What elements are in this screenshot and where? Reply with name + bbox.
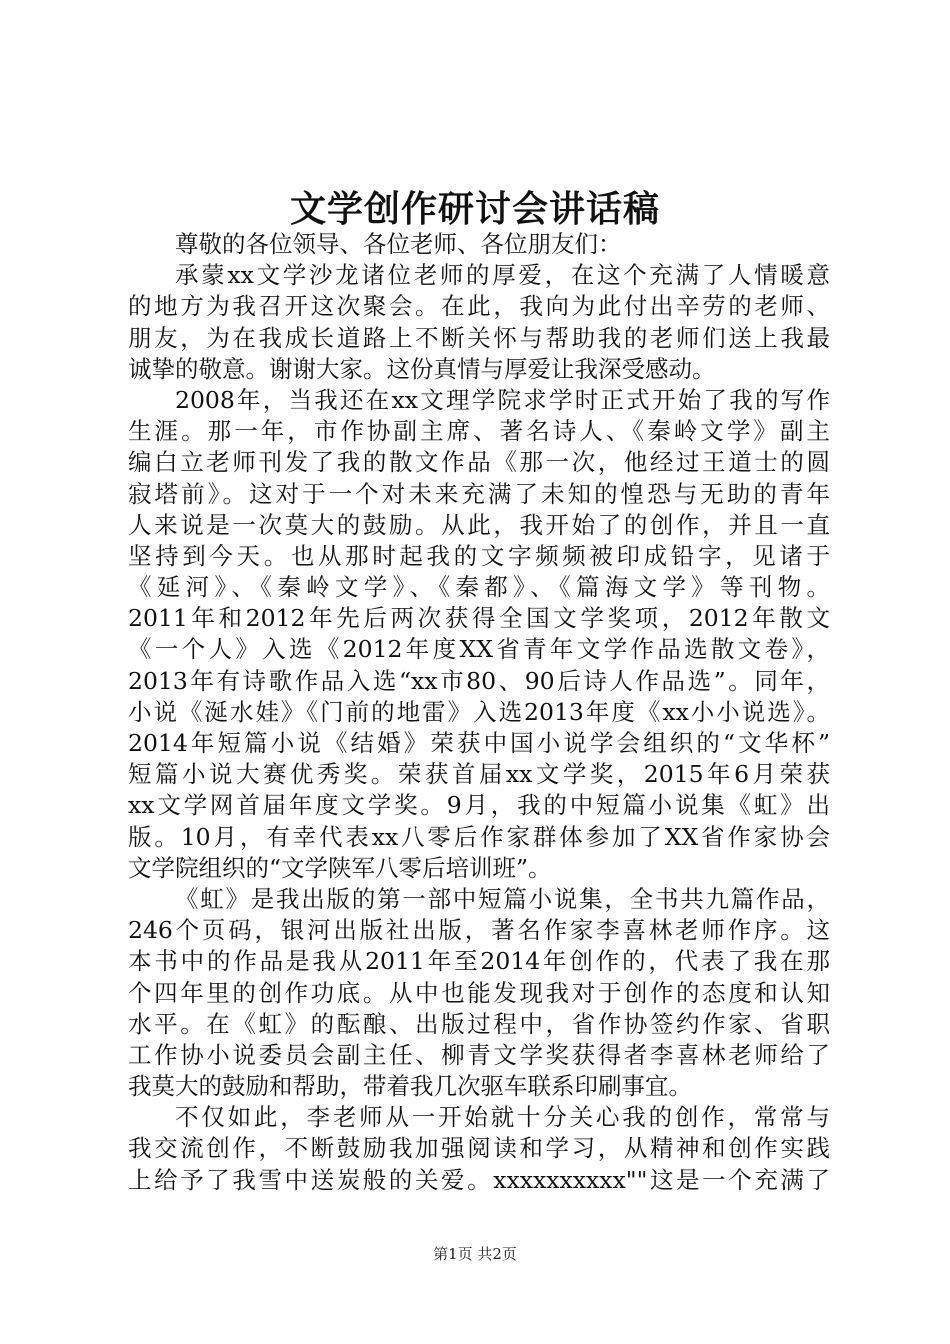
body-text-line: 文学院组织的“文学陕军八零后培训班”。 — [128, 853, 552, 882]
body-text-line: 的地方为我召开这次聚会。在此，我向为此付出辛劳的老师、 — [128, 292, 830, 321]
document-body — [128, 229, 830, 1196]
body-text-line: 《延河》、《秦岭文学》、《秦都》、《篇海文学》等刊物。 — [128, 573, 830, 602]
body-text-line: 《一个人》入选《2012年度XX省青年文学作品选散文卷》， — [128, 635, 830, 664]
page-footer: 第1页 共2页 — [433, 1245, 517, 1263]
body-text-line: 《虹》是我出版的第一部中短篇小说集，全书共九篇作品， — [175, 884, 830, 913]
body-text-line: 版。10月，有幸代表xx八零后作家群体参加了XX省作家协会 — [128, 822, 830, 851]
body-text-line: 生涯。那一年，市作协副主席、著名诗人、《秦岭文学》副主 — [128, 417, 830, 446]
body-text-line: 工作协小说委员会副主任、柳青文学奖获得者李喜林老师给了 — [128, 1040, 830, 1069]
body-text-line: 我交流创作，不断鼓励我加强阅读和学习，从精神和创作实践 — [128, 1134, 830, 1163]
body-text-line: xx文学网首届年度文学奖。9月，我的中短篇小说集《虹》出 — [128, 791, 830, 820]
body-text-line: 2013年有诗歌作品入选“xx市80、90后诗人作品选”。同年， — [128, 666, 830, 695]
body-text-line: 水平。在《虹》的酝酿、出版过程中，省作协签约作家、省职 — [128, 1009, 830, 1038]
body-text-line: 2008年，当我还在xx文理学院求学时正式开始了我的写作 — [175, 385, 830, 414]
body-text-line: 承蒙xx文学沙龙诸位老师的厚爱，在这个充满了人情暖意 — [175, 261, 830, 290]
body-text-line: 2011年和2012年先后两次获得全国文学奖项，2012年散文 — [128, 604, 830, 633]
body-text-line: 寂塔前》。这对于一个对未来充满了未知的惶恐与无助的青年 — [128, 479, 830, 508]
body-text-line: 246个页码，银河出版社出版，著名作家李喜林老师作序。这 — [128, 916, 830, 945]
document-title: 文学创作研讨会讲话稿 — [289, 188, 660, 230]
body-text-line: 本书中的作品是我从2011年至2014年创作的，代表了我在那 — [128, 947, 830, 976]
body-text-line: 小说《涎水娃》《门前的地雷》入选2013年度《xx小小说选》。 — [128, 697, 830, 726]
body-text-line: 尊敬的各位领导、各位老师、各位朋友们： — [175, 230, 622, 258]
body-text-line: 个四年里的创作功底。从中也能发现我对于创作的态度和认知 — [128, 978, 830, 1007]
body-text-line: 编白立老师刊发了我的散文作品《那一次，他经过王道士的圆 — [128, 448, 830, 477]
body-text-line: 诚挚的敬意。谢谢大家。这份真情与厚爱让我深受感动。 — [128, 354, 716, 383]
body-text-line: 人来说是一次莫大的鼓励。从此，我开始了的创作，并且一直 — [128, 510, 830, 539]
body-text-line: 不仅如此，李老师从一开始就十分关心我的创作，常常与 — [175, 1103, 830, 1132]
body-text-line: 坚持到今天。也从那时起我的文字频频被印成铅字，见诸于 — [128, 541, 830, 570]
body-text-line: 我莫大的鼓励和帮助，带着我几次驱车联系印刷事宜。 — [128, 1072, 692, 1101]
body-text-line: 短篇小说大赛优秀奖。荣获首届xx文学奖，2015年6月荣获 — [128, 760, 830, 789]
body-text-line: 朋友，为在我成长道路上不断关怀与帮助我的老师们送上我最 — [128, 323, 830, 352]
body-text-line: 上给予了我雪中送炭般的关爱。xxxxxxxxxx""这是一个充满了 — [128, 1165, 830, 1194]
body-text-line: 2014年短篇小说《结婚》荣获中国小说学会组织的“文华杯” — [128, 729, 830, 757]
